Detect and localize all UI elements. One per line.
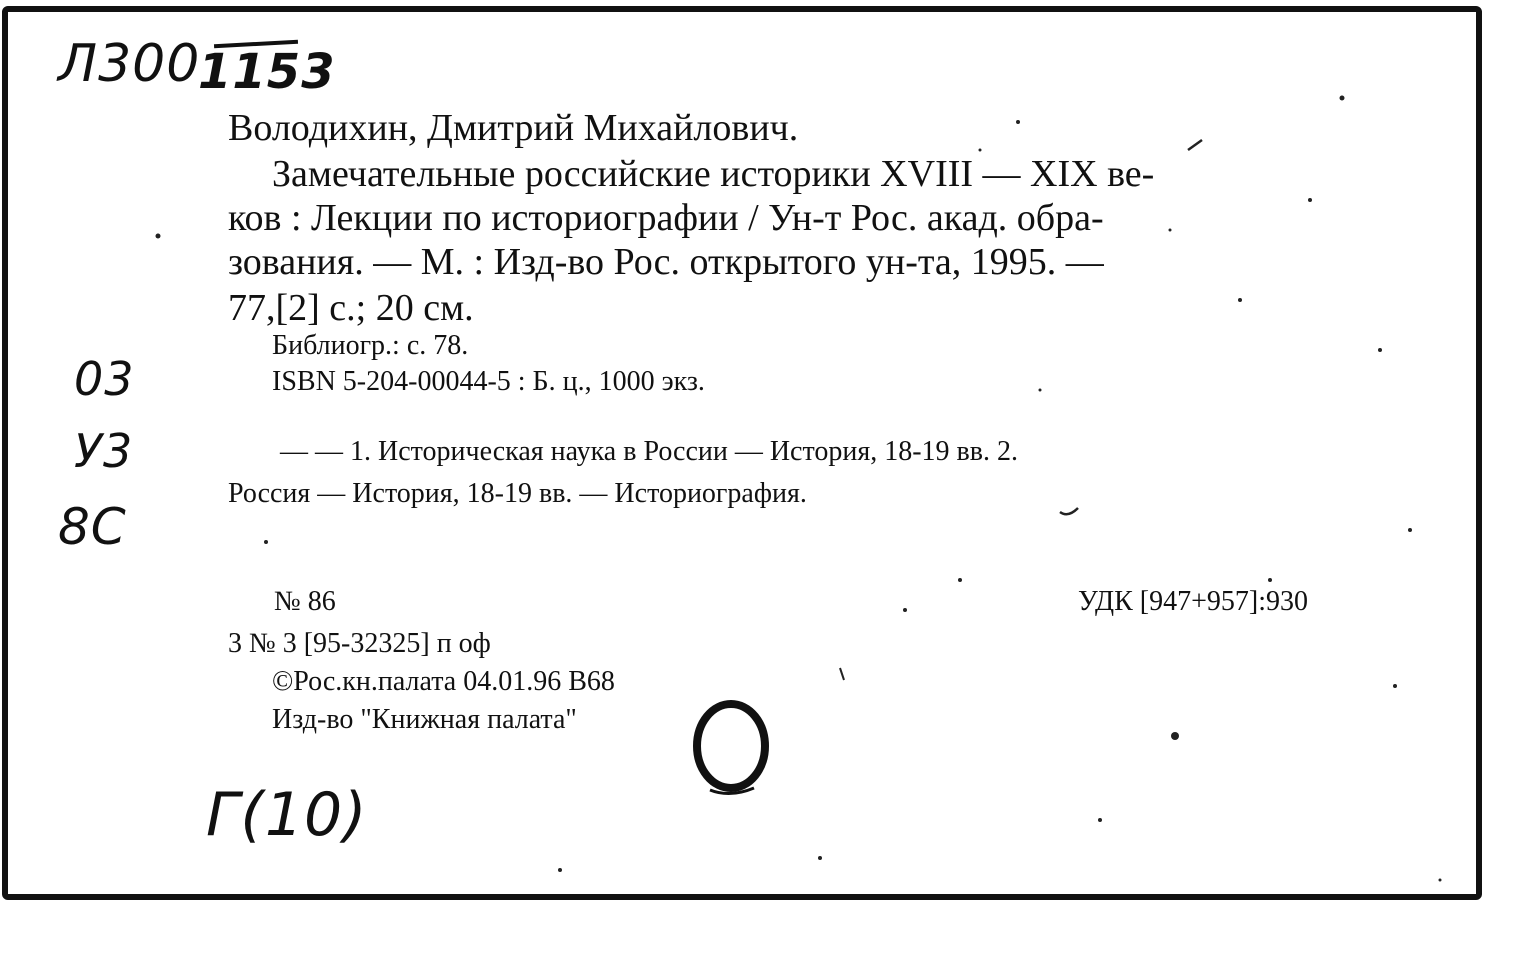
udk-code: УДК [947+957]:930 <box>1078 586 1308 617</box>
title-line-3: зования. — М. : Изд-во Рос. открытого ун-та, 1995. — <box>228 241 1104 283</box>
handwritten-side-mark-1: 03 <box>74 352 135 406</box>
bibliography-note: Библиогр.: с. 78. <box>272 330 469 361</box>
title-line-2: ков : Лекции по историографии / Ун-т Рос. акад. обра- <box>228 197 1104 239</box>
handwritten-side-mark-2: У3 <box>74 424 134 478</box>
title-line-4: 77,[2] с.; 20 см. <box>228 287 474 329</box>
title-line-1: Замечательные российские историки XVIII — XIX ве- <box>272 153 1155 195</box>
oval-stamp-mark <box>690 698 772 798</box>
isbn-line: ISBN 5-204-00044-5 : Б. ц., 1000 экз. <box>272 366 705 397</box>
subject-line-2: Россия — История, 18-19 вв. — Историография. <box>228 478 807 509</box>
handwritten-code-over: 1153 <box>198 44 336 100</box>
handwritten-side-mark-3: 8С <box>58 498 127 556</box>
handwritten-bottom-mark: Г(10) <box>206 780 368 850</box>
card-number: № 86 <box>274 586 336 617</box>
registration-line: 3 № 3 [95-32325] п оф <box>228 628 491 659</box>
publisher-line: Изд-во "Книжная палата" <box>272 704 577 735</box>
copyright-line: ©Рос.кн.палата 04.01.96 В68 <box>272 666 615 697</box>
subject-line-1: — — 1. Историческая наука в России — История, 18-19 вв. 2. <box>280 436 1018 467</box>
handwritten-code-main: Л300 <box>58 34 201 94</box>
author-heading: Володихин, Дмитрий Михайлович. <box>228 107 799 149</box>
